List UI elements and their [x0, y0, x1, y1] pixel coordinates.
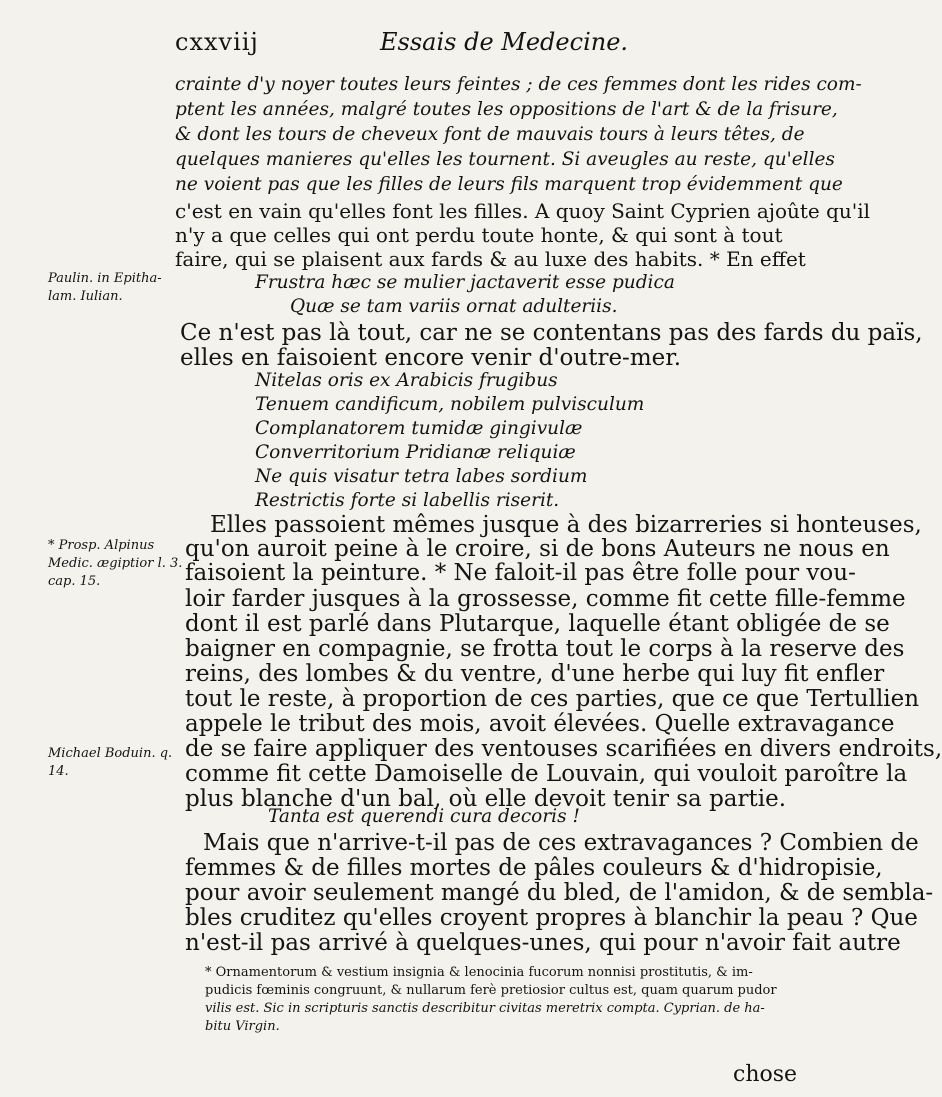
verse-line: Ne quis visatur tetra labes sordium — [255, 466, 588, 487]
text-line: & dont les tours de cheveux font de mauvais tours à leurs têtes, de — [175, 124, 805, 145]
text-line: reins, des lombes & du ventre, d'une herbe qui luy fit enfler — [185, 661, 885, 687]
verse-line: Converritorium Pridianæ reliquiæ — [255, 442, 576, 463]
verse-line: Complanatorem tumidæ gingivulæ — [255, 418, 583, 439]
text-line: dont il est parlé dans Plutarque, laquelle étant obligée de se — [185, 611, 890, 637]
text-line: n'est-il pas arrivé à quelques-unes, qui pour n'avoir fait autre — [185, 930, 901, 956]
margin-note-line: lam. Iulian. — [48, 289, 123, 304]
text-line: Mais que n'arrive-t-il pas de ces extravagances ? Combien de — [203, 830, 919, 856]
verse-line: Tanta est querendi cura decoris ! — [268, 806, 580, 827]
running-title: Essais de Medecine. — [380, 28, 629, 56]
margin-note — [48, 270, 162, 306]
catchword: chose — [733, 1062, 798, 1087]
verse-line: Restrictis forte si labellis riserit. — [255, 490, 560, 511]
text-line: ptent les années, malgré toutes les oppositions de l'art & de la frisure, — [175, 99, 838, 120]
text-line: Ce n'est pas là tout, car ne se contentans pas des fards du païs, — [180, 320, 923, 346]
margin-note-line: Michael Boduin. q. — [48, 746, 173, 761]
footnote-line: pudicis fœminis congruunt, & nullarum ferè pretiosior cultus est, quam quarum pudor — [205, 983, 777, 998]
margin-note-line: Paulin. in Epitha- — [48, 271, 162, 286]
footnote-line: bitu Virgin. — [205, 1019, 280, 1034]
verse-line: Quæ se tam variis ornat adulteriis. — [290, 296, 618, 317]
text-line: de se faire appliquer des ventouses scarifiées en divers endroits, — [185, 736, 942, 762]
text-line: plus blanche d'un bal, où elle devoit tenir sa partie. — [185, 786, 787, 812]
margin-note — [48, 537, 182, 591]
text-line: tout le reste, à proportion de ces parties, que ce que Tertullien — [185, 686, 920, 712]
footnote — [205, 964, 777, 1036]
verse-line: Frustra hæc se mulier jactaverit esse pudica — [255, 272, 675, 293]
text-line: crainte d'y noyer toutes leurs feintes ; de ces femmes dont les rides com- — [175, 74, 862, 95]
footnote-line: vilis est. Sic in scripturis sanctis describitur civitas meretrix compta. Cyprian. de ha- — [205, 1001, 765, 1016]
text-line: qu'on auroit peine à le croire, si de bons Auteurs ne nous en — [185, 536, 890, 562]
text-line: quelques manieres qu'elles les tournent. Si aveugles au reste, qu'elles — [175, 149, 835, 170]
text-line: comme fit cette Damoiselle de Louvain, qui vouloit paroître la — [185, 761, 908, 787]
text-line: appele le tribut des mois, avoit élevées. Quelle extravagance — [185, 711, 895, 737]
text-line: femmes & de filles mortes de pâles couleurs & d'hidropisie, — [185, 855, 883, 881]
page-number: cxxviij — [175, 28, 259, 56]
text-line: faisoient la peinture. * Ne faloit-il pas être folle pour vou- — [185, 560, 856, 586]
text-line: baigner en compagnie, se frotta tout le corps à la reserve des — [185, 636, 905, 662]
text-line: ne voient pas que les filles de leurs fils marquent trop évidemment que — [175, 174, 843, 195]
margin-note-line: Medic. ægiptior l. 3. — [48, 556, 183, 571]
footnote-line: * Ornamentorum & vestium insignia & lenocinia fucorum nonnisi prostitutis, & im- — [205, 965, 753, 980]
margin-note-line: * Prosp. Alpinus — [48, 538, 155, 553]
margin-note-line: cap. 15. — [48, 574, 101, 589]
verse-line: Tenuem candificum, nobilem pulvisculum — [255, 394, 645, 415]
text-line: loir farder jusques à la grossesse, comme fit cette fille-femme — [185, 586, 906, 612]
text-line: Elles passoient mêmes jusque à des bizarreries si honteuses, — [210, 512, 922, 538]
text-line: pour avoir seulement mangé du bled, de l'amidon, & de sembla- — [185, 880, 934, 906]
text-line: n'y a que celles qui ont perdu toute honte, & qui sont à tout — [175, 223, 783, 247]
verse-line: Nitelas oris ex Arabicis frugibus — [255, 370, 558, 391]
text-line: c'est en vain qu'elles font les filles. A quoy Saint Cyprien ajoûte qu'il — [175, 199, 871, 223]
margin-note — [48, 745, 172, 781]
text-line: bles cruditez qu'elles croyent propres à blanchir la peau ? Que — [185, 905, 918, 931]
margin-note-line: 14. — [48, 764, 69, 779]
text-line: faire, qui se plaisent aux fards & au luxe des habits. * En effet — [175, 247, 806, 271]
text-line: elles en faisoient encore venir d'outre-mer. — [180, 345, 682, 371]
